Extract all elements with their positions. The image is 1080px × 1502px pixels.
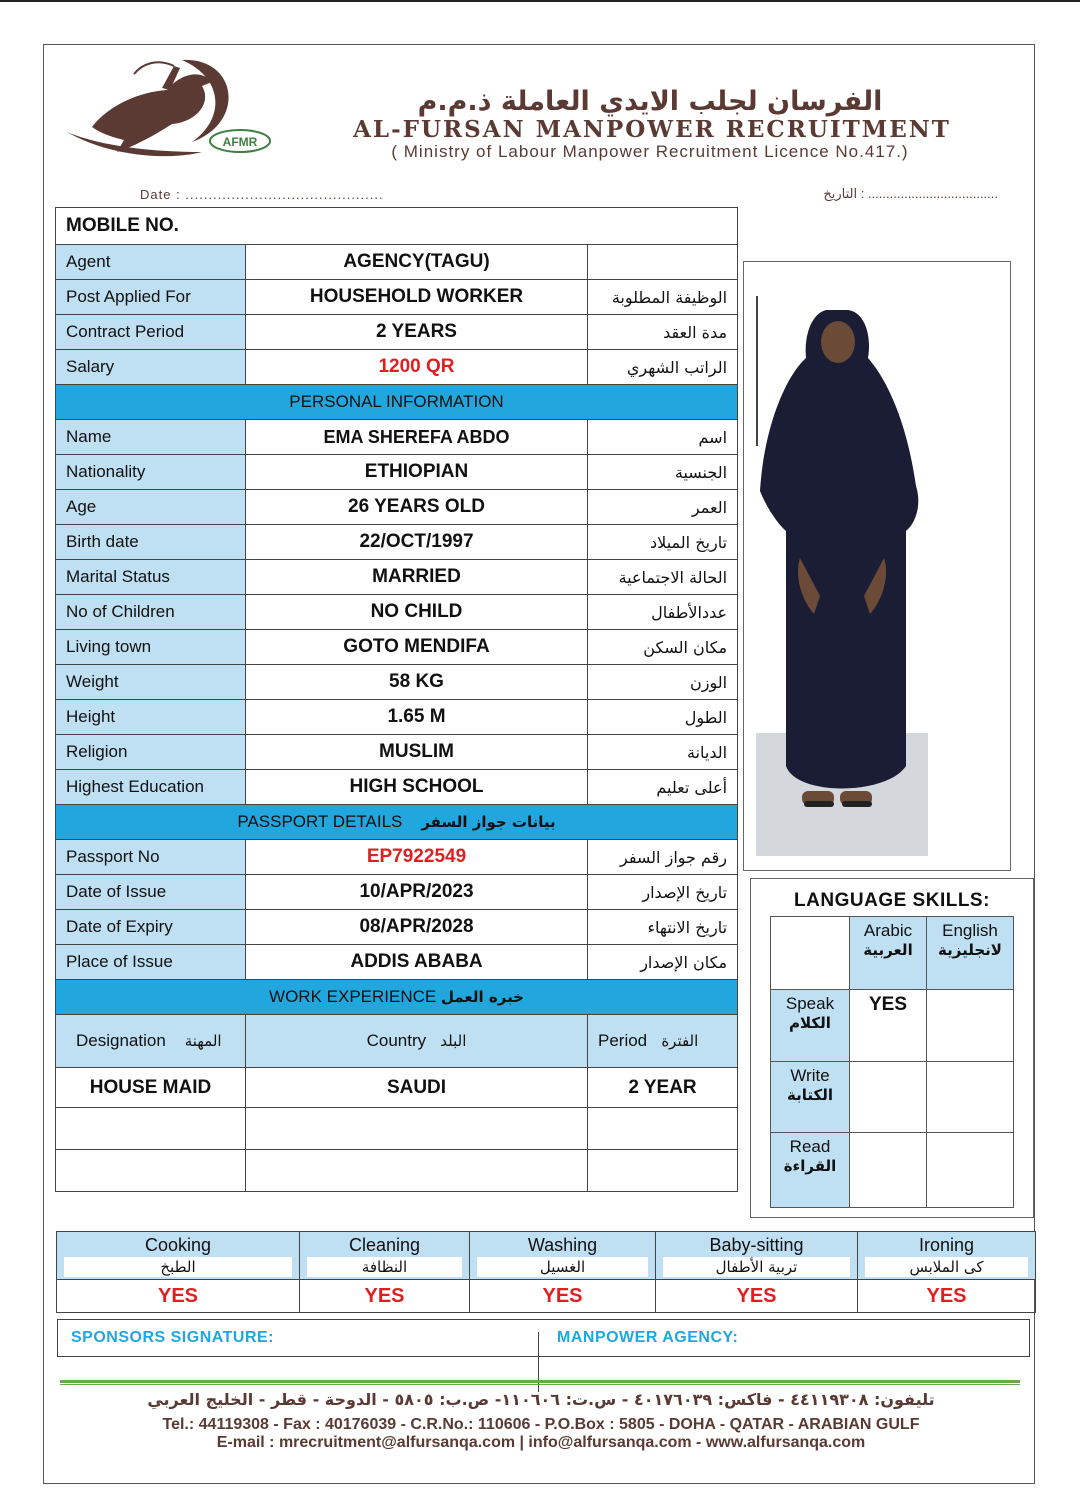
- personal-row-age: [56, 490, 738, 525]
- row-label: Date of Expiry: [56, 910, 246, 945]
- personal-info-heading: PERSONAL INFORMATION: [56, 385, 738, 420]
- passport-heading-en: PASSPORT DETAILS: [237, 812, 403, 831]
- work-row-empty: [56, 1108, 738, 1150]
- work-header-row: [56, 1015, 738, 1068]
- passport-heading: [56, 805, 738, 840]
- lang-english-header: [927, 917, 1014, 990]
- row-label: Weight: [56, 665, 246, 700]
- skill-label: Cooking: [144, 1234, 212, 1255]
- designation-header: [56, 1015, 246, 1068]
- read-header: [771, 1133, 850, 1208]
- write-english-cell: [927, 1062, 1014, 1133]
- row-label: Name: [56, 420, 246, 455]
- row-label: Living town: [56, 630, 246, 665]
- skill-baby-sitting: [656, 1232, 858, 1280]
- speak-label-ar: الكلام: [789, 1014, 831, 1032]
- row-label: Age: [56, 490, 246, 525]
- footer-rule: [60, 1380, 1020, 1383]
- read-english-cell: [927, 1133, 1014, 1208]
- row-value: HOUSEHOLD WORKER: [246, 280, 588, 315]
- row-value: MUSLIM: [246, 735, 588, 770]
- work-row: [56, 1068, 738, 1108]
- row-label-ar: الوزن: [588, 665, 738, 700]
- write-arabic-cell: [850, 1062, 927, 1133]
- logo-text: AFMR: [222, 135, 258, 149]
- skill-label: Washing: [527, 1234, 598, 1255]
- designation-label: Designation: [76, 1031, 166, 1050]
- english-label: English: [942, 921, 998, 940]
- row-value: MARRIED: [246, 560, 588, 595]
- speak-label: Speak: [785, 994, 835, 1013]
- row-value: AGENCY(TAGU): [246, 245, 588, 280]
- skill-cleaning: [300, 1232, 470, 1280]
- row-label-ar: اسم: [588, 420, 738, 455]
- skill-value: YES: [656, 1280, 858, 1313]
- row-label: Marital Status: [56, 560, 246, 595]
- row-value: ETHIOPIAN: [246, 455, 588, 490]
- read-arabic-cell: [850, 1133, 927, 1208]
- row-label-ar: عددالأطفال: [588, 595, 738, 630]
- row-label: Religion: [56, 735, 246, 770]
- personal-row-marital: [56, 560, 738, 595]
- designation-label-ar: المهنة: [184, 1032, 222, 1050]
- row-label-ar: العمر: [588, 490, 738, 525]
- row-label-ar: الوظيفة المطلوبة: [588, 280, 738, 315]
- row-value: EMA SHEREFA ABDO: [246, 420, 588, 455]
- passport-row-place: [56, 945, 738, 980]
- row-label: Birth date: [56, 525, 246, 560]
- work-designation: HOUSE MAID: [56, 1068, 246, 1108]
- signature-divider: [538, 1332, 539, 1392]
- personal-row-religion: [56, 735, 738, 770]
- personal-row-nationality: [56, 455, 738, 490]
- period-label: Period: [598, 1031, 648, 1050]
- read-label: Read: [789, 1137, 831, 1156]
- personal-row-weight: [56, 665, 738, 700]
- work-heading-en: WORK EXPERIENCE: [269, 987, 437, 1006]
- skill-washing: [470, 1232, 656, 1280]
- personal-row-birth-date: [56, 525, 738, 560]
- work-heading-ar: خبره العمل: [440, 988, 524, 1006]
- row-label-ar: الطول: [588, 700, 738, 735]
- language-skills-table: [770, 916, 1014, 1208]
- row-value: 1.65 M: [246, 700, 588, 735]
- speak-arabic-value: YES: [868, 994, 908, 1015]
- skill-label: Cleaning: [348, 1234, 421, 1255]
- row-value: 26 YEARS OLD: [246, 490, 588, 525]
- salary-value: 1200 QR: [246, 350, 588, 385]
- row-label-ar: تاريخ الإصدار: [588, 875, 738, 910]
- passport-heading-ar: بيانات جواز السفر: [421, 813, 556, 831]
- row-label-ar: الحالة الاجتماعية: [588, 560, 738, 595]
- mobile-label: MOBILE NO.: [56, 208, 738, 245]
- row-label-ar: الديانة: [588, 735, 738, 770]
- read-label-ar: القراءة: [783, 1157, 837, 1175]
- passport-row-issue: [56, 875, 738, 910]
- english-label-ar: لانجليزية: [938, 941, 1002, 959]
- lang-arabic-header: [850, 917, 927, 990]
- row-value: 58 KG: [246, 665, 588, 700]
- write-header: [771, 1062, 850, 1133]
- applicant-photo: [756, 296, 928, 856]
- passport-row-number: [56, 840, 738, 875]
- row-label-ar: مكان الإصدار: [588, 945, 738, 980]
- row-label: Highest Education: [56, 770, 246, 805]
- row-label-ar: تاريخ الانتهاء: [588, 910, 738, 945]
- speak-header: [771, 990, 850, 1062]
- row-label: Contract Period: [56, 315, 246, 350]
- row-label: Post Applied For: [56, 280, 246, 315]
- skill-label-ar: النظافة: [307, 1257, 462, 1277]
- country-label: Country: [366, 1031, 427, 1050]
- skill-value: YES: [470, 1280, 656, 1313]
- work-period: 2 YEAR: [588, 1068, 738, 1108]
- row-label: Nationality: [56, 455, 246, 490]
- personal-row-height: [56, 700, 738, 735]
- row-label-ar: أعلى تعليم: [588, 770, 738, 805]
- job-row-contract: [56, 315, 738, 350]
- date-field-ar: التاريخ : ....................................: [823, 186, 998, 201]
- skill-label-ar: الغسيل: [477, 1257, 648, 1277]
- work-row-empty: [56, 1150, 738, 1192]
- row-label: Place of Issue: [56, 945, 246, 980]
- arabic-label-ar: العربية: [863, 941, 913, 959]
- row-label: Salary: [56, 350, 246, 385]
- footer-rule-thin: [60, 1384, 1020, 1385]
- work-country: SAUDI: [246, 1068, 588, 1108]
- row-label-ar: مدة العقد: [588, 315, 738, 350]
- job-row-agent: [56, 245, 738, 280]
- row-label: Agent: [56, 245, 246, 280]
- row-value: NO CHILD: [246, 595, 588, 630]
- skill-value: YES: [57, 1280, 300, 1313]
- row-value: 10/APR/2023: [246, 875, 588, 910]
- skill-cooking: [57, 1232, 300, 1280]
- period-label-ar: الفترة: [661, 1032, 699, 1050]
- top-rule: [0, 0, 1080, 2]
- row-label-ar: تاريخ الميلاد: [588, 525, 738, 560]
- passport-row-expiry: [56, 910, 738, 945]
- write-label-ar: الكتابة: [787, 1086, 833, 1104]
- row-label: No of Children: [56, 595, 246, 630]
- row-label: Passport No: [56, 840, 246, 875]
- write-label: Write: [790, 1066, 830, 1085]
- date-field-en: Date : ...........................................: [140, 187, 384, 202]
- row-value: 08/APR/2028: [246, 910, 588, 945]
- row-value: 2 YEARS: [246, 315, 588, 350]
- horse-rider-logo: [62, 52, 282, 164]
- country-header: [246, 1015, 588, 1068]
- speak-arabic-cell: [850, 990, 927, 1062]
- applicant-table: [55, 207, 738, 1192]
- job-row-salary: [56, 350, 738, 385]
- skill-value: YES: [858, 1280, 1036, 1313]
- lang-corner: [771, 917, 850, 990]
- period-header: [588, 1015, 738, 1068]
- passport-number-value: EP7922549: [246, 840, 588, 875]
- company-english-name: AL-FURSAN MANPOWER RECRUITMENT: [353, 116, 951, 143]
- speak-english-cell: [927, 990, 1014, 1062]
- row-value: 22/OCT/1997: [246, 525, 588, 560]
- manpower-agency-label: MANPOWER AGENCY:: [557, 1329, 739, 1346]
- footer-arabic-contact: تليفون: ٤٤١١٩٣٠٨ - فاكس: ٤٠١٧٦٠٣٩ - س.ت: ١١٠٦٠٦- ص.ب: ٥٨٠٥ - الدوحة - قطر - الخليج العربي: [147, 1390, 935, 1409]
- personal-row-town: [56, 630, 738, 665]
- skill-label: Ironing: [918, 1234, 975, 1255]
- footer-english-contact: Tel.: 44119308 - Fax : 40176039 - C.R.No.: 110606 - P.O.Box : 5805 - DOHA - QATAR - ARABIAN GULF: [162, 1416, 920, 1433]
- personal-row-children: [56, 595, 738, 630]
- skill-value: YES: [300, 1280, 470, 1313]
- sponsor-signature-label: SPONSORS SIGNATURE:: [71, 1329, 274, 1346]
- row-label-ar: الراتب الشهري: [588, 350, 738, 385]
- skill-ironing: [858, 1232, 1036, 1280]
- row-label-ar: مكان السكن: [588, 630, 738, 665]
- skills-table: [56, 1231, 1036, 1313]
- skill-label-ar: کی الملابس: [865, 1257, 1028, 1277]
- country-label-ar: البلد: [440, 1032, 467, 1050]
- skill-label-ar: تربية الأطفال: [663, 1257, 850, 1277]
- row-label-ar: رقم جواز السفر: [588, 840, 738, 875]
- row-label-ar: [588, 245, 738, 280]
- personal-row-name: [56, 420, 738, 455]
- row-label-ar: الجنسية: [588, 455, 738, 490]
- row-value: HIGH SCHOOL: [246, 770, 588, 805]
- language-skills-title: LANGUAGE SKILLS:: [794, 890, 990, 911]
- row-value: GOTO MENDIFA: [246, 630, 588, 665]
- company-arabic-name: الفرسان لجلب الايدي العاملة ذ.م.م: [417, 86, 883, 117]
- licence-text: ( Ministry of Labour Manpower Recruitment Licence No.417.): [391, 142, 909, 161]
- arabic-label: Arabic: [863, 921, 913, 940]
- row-value: ADDIS ABABA: [246, 945, 588, 980]
- work-experience-heading: [56, 980, 738, 1015]
- job-row-post: [56, 280, 738, 315]
- row-label: Height: [56, 700, 246, 735]
- skill-label: Baby-sitting: [709, 1234, 804, 1255]
- skill-label-ar: الطبخ: [64, 1257, 292, 1277]
- row-label: Date of Issue: [56, 875, 246, 910]
- personal-row-education: [56, 770, 738, 805]
- footer-email: E-mail : mrecruitment@alfursanqa.com | info@alfursanqa.com - www.alfursanqa.com: [216, 1434, 866, 1451]
